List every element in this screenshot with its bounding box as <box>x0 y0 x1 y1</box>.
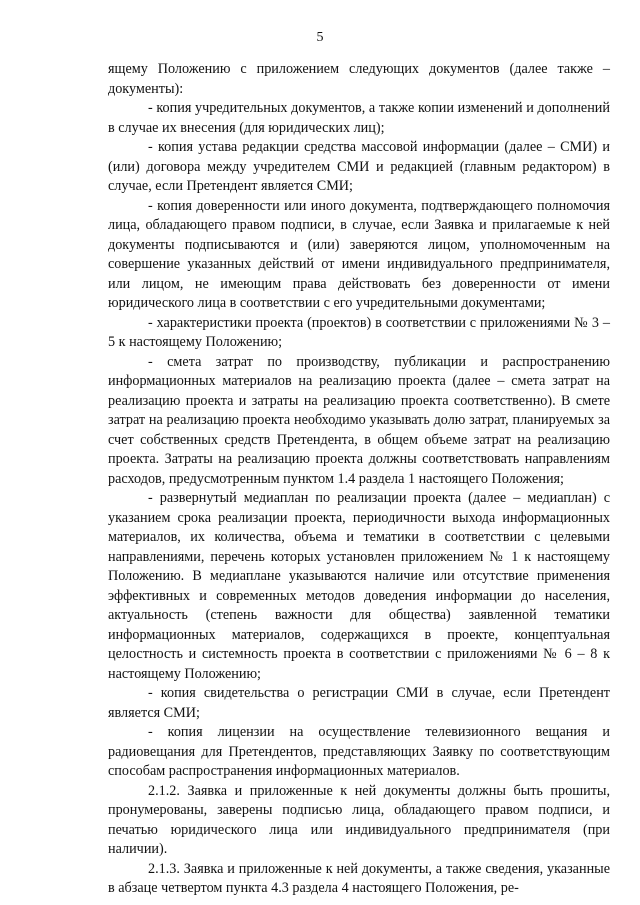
paragraph-intro: ящему Положению с приложением следующих документов (далее также – документы): <box>108 61 610 97</box>
list-item-media-plan: - развернутый медиаплан по реализации проекта (далее – медиаплан) с указанием срока реализации проекта, периодичности выхода информационных материалов, их количества, объема и тематики в соответствии с целевыми направлениями, перечень которых установлен приложением № 1 к настоящему Положению. В медиаплане указываются наличие или отсутствие применения эффективных и современных методов доведения информации до населения, актуальность (степень важности для общества) заявленной тематики информационных материалов, содержащихся в проекте, концептуальная целостность и системность проекта в соответствии с приложениями № 6 – 8 к настоящему Положению; <box>108 490 610 682</box>
clause-2-1-3: 2.1.3. Заявка и приложенные к ней документы, а также сведения, указанные в абзаце четвертом пункта 4.3 раздела 4 настоящего Положения, ре- <box>108 860 610 896</box>
list-item-media-certificate: - копия свидетельства о регистрации СМИ в случае, если Претендент является СМИ; <box>108 685 610 721</box>
list-item-media-charter: - копия устава редакции средства массовой информации (далее – СМИ) и (или) договора между учредителем СМИ и редакцией (главным редактором) в случае, если Претендент является СМИ; <box>108 139 610 194</box>
list-item-project-characteristics: - характеристики проекта (проектов) в соответствии с приложениями № 3 – 5 к настоящему Положению; <box>108 314 610 350</box>
page-number: 5 <box>316 30 324 45</box>
document-body <box>108 60 610 899</box>
clause-2-1-2: 2.1.2. Заявка и приложенные к ней документы должны быть прошиты, пронумерованы, заверены подписью лица, обладающего правом подписи, и печатью юридического лица или индивидуального предпринимателя (при наличии). <box>108 782 610 857</box>
list-item-power-of-attorney: - копия доверенности или иного документа, подтверждающего полномочия лица, обладающего правом подписи, в случае, если Заявка и прилагаемые к ней документы подписываются и (или) заверяются лицом, уполномоченным на совершение указанных действий от имени индивидуального предпринимателя, или лицом, не имеющим права действовать без доверенности от имени юридического лица в соответствии с его учредительными документами; <box>108 197 610 311</box>
list-item-broadcast-license: - копия лицензии на осуществление телевизионного вещания и радиовещания для Претендентов, представляющих Заявку по соответствующим способам распространения информационных материалов. <box>108 724 610 779</box>
list-item-cost-estimate: - смета затрат по производству, публикации и распространению информационных материалов на реализацию проекта (далее – смета затрат на реализацию проекта и затраты на реализацию проекта соответственно). В смете затрат на реализацию проекта необходимо указывать долю затрат, планируемых за счет собственных средств Претендента, в общем объеме затрат на реализацию проекта. Затраты на реализацию проекта должны соответствовать направлениям расходов, предусмотренным пунктом 1.4 раздела 1 настоящего Положения; <box>108 353 610 487</box>
list-item-founding-docs: - копия учредительных документов, а также копии изменений и дополнений в случае их внесения (для юридических лиц); <box>108 100 610 136</box>
